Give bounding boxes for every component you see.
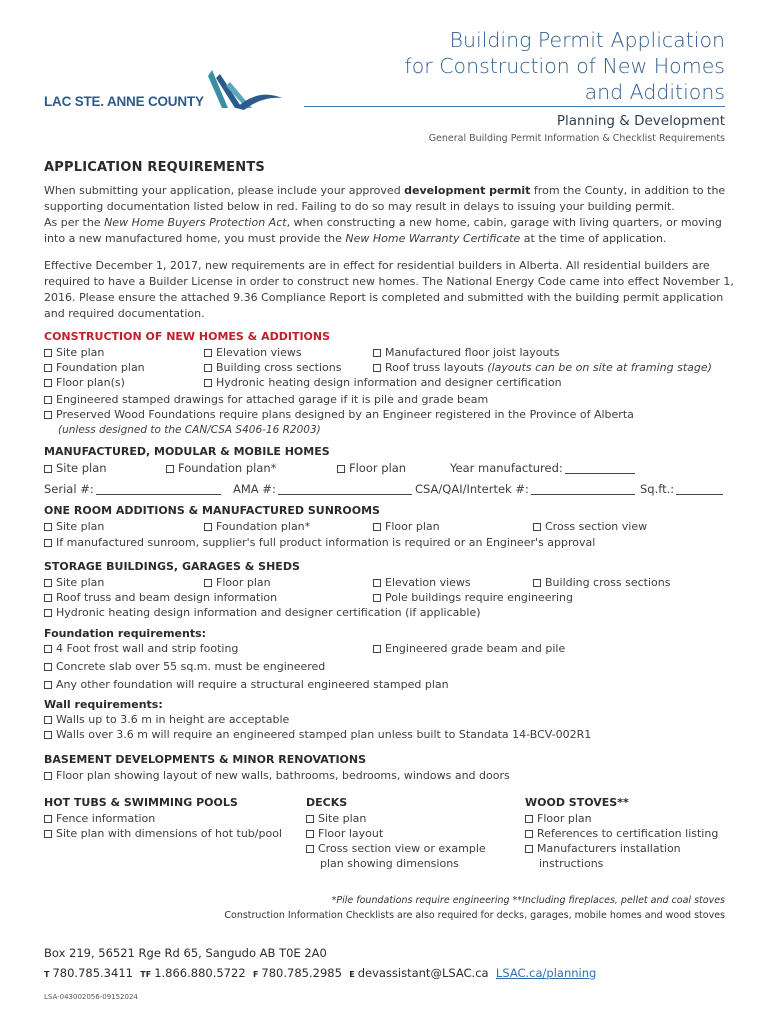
ama-input[interactable] (278, 484, 412, 495)
sunrooms-note: If manufactured sunroom, supplier's full product information is required or an Engineer's approval (44, 536, 595, 550)
storage-site-plan: Site plan (44, 576, 104, 590)
wood-stoves-heading: WOOD STOVES** (525, 796, 629, 809)
storage-elevation: Elevation views (373, 576, 471, 590)
checkbox[interactable] (373, 579, 381, 587)
year-input[interactable] (565, 463, 635, 474)
checkbox[interactable] (373, 349, 381, 357)
basement-heading: BASEMENT DEVELOPMENTS & MINOR RENOVATIONS (44, 753, 367, 766)
department-name: Planning & Development (556, 113, 725, 129)
checkbox[interactable] (44, 523, 52, 531)
header-divider (304, 106, 725, 107)
storage-pole: Pole buildings require engineering (373, 591, 573, 605)
construction-heading: CONSTRUCTION OF NEW HOMES & ADDITIONS (44, 330, 331, 343)
checkbox[interactable] (44, 772, 52, 780)
toll-free-number: 1.866.880.5722 (154, 966, 246, 980)
storage-floor-plan: Floor plan (204, 576, 271, 590)
storage-hydronic: Hydronic heating design information and designer certification (if applicable) (44, 606, 481, 620)
decks-heading: DECKS (306, 796, 348, 809)
sunrooms-heading: ONE ROOM ADDITIONS & MANUFACTURED SUNROOMS (44, 504, 380, 517)
foundation-frost-wall: 4 Foot frost wall and strip footing (44, 642, 238, 656)
checkbox[interactable] (204, 579, 212, 587)
checkbox[interactable] (44, 411, 52, 419)
wall-heading: Wall requirements: (44, 698, 163, 711)
decks-cross-section: Cross section view or example (306, 842, 486, 856)
checkbox[interactable] (44, 609, 52, 617)
storage-roof-truss: Roof truss and beam design information (44, 591, 277, 605)
page-title: Building Permit Application for Construction of New Homes and Additions (404, 28, 725, 104)
checkbox[interactable] (337, 465, 345, 473)
stoves-install-cont: instructions (539, 857, 604, 870)
manufactured-heading: MANUFACTURED, MODULAR & MOBILE HOMES (44, 445, 330, 458)
checkbox[interactable] (44, 349, 52, 357)
hot-tubs-site-plan: Site plan with dimensions of hot tub/pool (44, 827, 282, 841)
checkbox[interactable] (204, 349, 212, 357)
requirements-paragraph-2: Effective December 1, 2017, new requirements are in effect for residential builders in Alberta. All residential builders are required to have a Builder License in order to construct new homes. The National Energy Code came into effect November 1, 2016. Please ensure the attached 9.36 Compliance Report is completed and submitted with the building permit application and required documentation. (44, 259, 734, 320)
sqft-field: Sq.ft.: (640, 482, 723, 496)
stoves-install: Manufacturers installation (525, 842, 681, 856)
checkbox[interactable] (306, 815, 314, 823)
contact-line: T 780.785.3411 TF 1.866.880.5722 F 780.785.2985 E devassistant@LSAC.ca LSAC.ca/planning (44, 966, 597, 980)
page-subtitle: General Building Permit Information & Checklist Requirements (428, 133, 725, 144)
sunrooms-floor-plan: Floor plan (373, 520, 440, 534)
checkbox[interactable] (306, 830, 314, 838)
checkbox[interactable] (525, 845, 533, 853)
checkbox[interactable] (44, 364, 52, 372)
construction-floor-joist: Manufactured floor joist layouts (373, 346, 560, 360)
decks-site-plan: Site plan (306, 812, 366, 826)
county-address: Box 219, 56521 Rge Rd 65, Sangudo AB T0E 2A0 (44, 946, 327, 960)
checkbox[interactable] (204, 523, 212, 531)
checkbox[interactable] (44, 579, 52, 587)
foundation-heading: Foundation requirements: (44, 627, 207, 640)
construction-roof-truss: Roof truss layouts (layouts can be on site at framing stage) (373, 361, 712, 375)
checkbox[interactable] (525, 815, 533, 823)
foundation-slab: Concrete slab over 55 sq.m. must be engineered (44, 660, 325, 674)
construction-foundation-plan: Foundation plan (44, 361, 145, 375)
construction-site-plan: Site plan (44, 346, 104, 360)
foundation-other: Any other foundation will require a structural engineered stamped plan (44, 678, 449, 692)
checkbox[interactable] (533, 523, 541, 531)
phone-number: 780.785.3411 (52, 966, 133, 980)
checkbox[interactable] (204, 364, 212, 372)
checkbox[interactable] (44, 465, 52, 473)
planning-web-link[interactable]: LSAC.ca/planning (495, 966, 597, 980)
construction-engineered: Engineered stamped drawings for attached garage if it is pile and grade beam (44, 393, 488, 407)
checkbox[interactable] (373, 645, 381, 653)
checkbox[interactable] (44, 830, 52, 838)
serial-field: Serial #: (44, 482, 221, 496)
storage-heading: STORAGE BUILDINGS, GARAGES & SHEDS (44, 560, 300, 573)
construction-pwf-note: (unless designed to the CAN/CSA S406-16 R2003) (58, 424, 321, 436)
csa-input[interactable] (531, 484, 635, 495)
sunrooms-cross-section: Cross section view (533, 520, 647, 534)
document-id: LSA-043002056-09152024 (44, 993, 138, 1001)
stoves-floor-plan: Floor plan (525, 812, 592, 826)
sunrooms-foundation-plan: Foundation plan* (204, 520, 310, 534)
checkbox[interactable] (533, 579, 541, 587)
email-address[interactable]: devassistant@LSAC.ca (357, 966, 489, 980)
ama-field: AMA #: (233, 482, 412, 496)
checkbox[interactable] (166, 465, 174, 473)
basement-floor-plan: Floor plan showing layout of new walls, bathrooms, bedrooms, windows and doors (44, 769, 510, 783)
sqft-input[interactable] (676, 484, 723, 495)
county-logo-mark-icon (202, 68, 284, 114)
checkbox[interactable] (373, 594, 381, 602)
storage-cross-sections: Building cross sections (533, 576, 671, 590)
wall-up-to: Walls up to 3.6 m in height are acceptable (44, 713, 289, 727)
checkbox[interactable] (373, 364, 381, 372)
checkbox[interactable] (44, 539, 52, 547)
hot-tubs-heading: HOT TUBS & SWIMMING POOLS (44, 796, 238, 809)
checkbox[interactable] (373, 523, 381, 531)
year-manufactured-field: Year manufactured: (450, 461, 635, 475)
construction-pwf: Preserved Wood Foundations require plans designed by an Engineer registered in the Province of Alberta (44, 408, 634, 422)
checkbox[interactable] (44, 594, 52, 602)
construction-cross-sections: Building cross sections (204, 361, 342, 375)
checklists-note: Construction Information Checklists are also required for decks, garages, mobile homes and wood stoves (224, 910, 725, 921)
decks-cross-section-cont: plan showing dimensions (320, 857, 459, 870)
wall-over: Walls over 3.6 m will require an engineered stamped plan unless built to Standata 14-BCV-002R1 (44, 728, 591, 742)
fax-number: 780.785.2985 (261, 966, 342, 980)
pile-note: *Pile foundations require engineering **Including fireplaces, pellet and coal stoves (331, 895, 725, 906)
checkbox[interactable] (44, 815, 52, 823)
manufactured-site-plan: Site plan (44, 461, 107, 475)
sunrooms-site-plan: Site plan (44, 520, 104, 534)
construction-hydronic: Hydronic heating design information and designer certification (204, 376, 562, 390)
construction-floor-plans: Floor plan(s) (44, 376, 125, 390)
checkbox[interactable] (44, 716, 52, 724)
checkbox[interactable] (525, 830, 533, 838)
checkbox[interactable] (306, 845, 314, 853)
checkbox[interactable] (44, 681, 52, 689)
checkbox[interactable] (44, 645, 52, 653)
stoves-references: References to certification listing (525, 827, 718, 841)
decks-floor-layout: Floor layout (306, 827, 383, 841)
requirements-paragraph-1: When submitting your application, please include your approved development permit from the County, in addition to the supporting documentation listed below in red. Failing to do so may result in delays to issuing your building permit. As per the New Home Buyers Protection Act, when constructing a new home, cabin, garage with living quarters, or moving into a new manufactured home, you must provide the New Home Warranty Certificate at the time of application. (44, 184, 726, 245)
manufactured-floor-plan: Floor plan (337, 461, 406, 475)
foundation-grade-beam: Engineered grade beam and pile (373, 642, 565, 656)
checkbox[interactable] (204, 379, 212, 387)
construction-elevation: Elevation views (204, 346, 302, 360)
manufactured-foundation-plan: Foundation plan* (166, 461, 276, 475)
checkbox[interactable] (44, 396, 52, 404)
hot-tubs-fence: Fence information (44, 812, 155, 826)
checkbox[interactable] (44, 663, 52, 671)
csa-field: CSA/QAI/Intertek #: (415, 482, 635, 496)
checkbox[interactable] (44, 379, 52, 387)
county-logo-text: LAC STE. ANNE COUNTY (44, 94, 204, 109)
serial-input[interactable] (96, 484, 221, 495)
application-requirements-heading: APPLICATION REQUIREMENTS (44, 160, 265, 175)
checkbox[interactable] (44, 731, 52, 739)
